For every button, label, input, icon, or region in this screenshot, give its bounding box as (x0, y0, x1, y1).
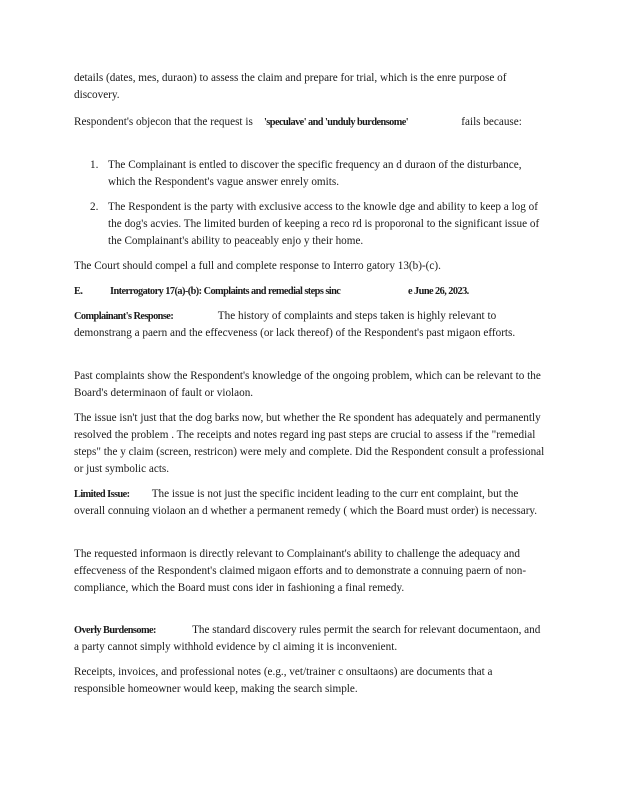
list-number: 1. (90, 159, 99, 171)
objection-quoted-terms: 'speculave' and 'unduly burdensome' (264, 117, 409, 128)
paragraph-past-complaints: Past complaints show the Respondent's knowledge of the ongoing problem, which can be relevant to the Board's determinaon of fault or violaon. (74, 370, 541, 399)
paragraph-limited-issue (74, 486, 546, 520)
response-text: The history of complaints and steps taken is highly relevant to demonstrang a paern and the effecveness (or lack thereof) of the Respondent's past migaon efforts. (74, 310, 516, 339)
paragraph-objection (74, 114, 546, 131)
burdensome-label: Overly Burdensome: (74, 625, 156, 636)
list-item: The Respondent is the party with exclusive access to the knowle dge and ability to keep a log of the dog's acvies. The limited burden of keeping a reco rd is proporonal to the significant issue of the Complainant's ability to peaceably enjo y their home. (108, 201, 540, 247)
paragraph-remedial-steps: The issue isn't just that the dog barks now, but whether the Re spondent has adequately and permanently resolved the problem . The receipts and notes regard ing past steps are crucial to assess if the "remedial steps" the y claim (screen, restricon) were mely and complete. Did the Respondent consult a professional or just symbolic acts. (74, 412, 545, 475)
section-heading (74, 283, 469, 300)
limited-issue-text: The issue is not just the specific incident leading to the curr ent complaint, but the overall connuing violaon an d whether a permanent remedy ( which the Board must order) is necessary. (74, 488, 538, 517)
section-date: e June 26, 2023. (408, 286, 469, 297)
section-title: Interrogatory 17(a)-(b): Complaints and remedial steps sinc (110, 286, 341, 297)
burdensome-text: The standard discovery rules permit the search for relevant documentaon, and a party cannot simply withhold evidence by cl aiming it is inconvenient. (74, 624, 541, 653)
paragraph-complainant-response (74, 308, 546, 342)
section-letter: E. (74, 286, 83, 297)
list-item: The Complainant is entled to discover the specific frequency an d duraon of the disturbance, which the Respondent's vague answer enrely omits. (108, 159, 522, 188)
paragraph-relevance: The requested informaon is directly relevant to Complainant's ability to challenge the adequacy and effecveness of the Respondent's claimed migaon efforts and to demonstrate a connuing paern of non-compliance, which the Board must cons ider in fashioning a final remedy. (74, 548, 527, 594)
paragraph-receipts: Receipts, invoices, and professional notes (e.g., vet/trainer c onsultaons) are documents that a responsible homeowner would keep, making the search simple. (74, 666, 493, 695)
response-label: Complainant's Response: (74, 311, 174, 322)
paragraph-discovery-purpose: details (dates, mes, duraon) to assess the claim and prepare for trial, which is the enre purpose of discovery. (74, 72, 507, 101)
list-number: 2. (90, 201, 99, 213)
objection-lead: Respondent's objecon that the request is (74, 116, 253, 128)
objection-tail: fails because: (461, 116, 522, 128)
paragraph-overly-burdensome (74, 622, 546, 656)
paragraph-compel: The Court should compel a full and complete response to Interro gatory 13(b)-(c). (74, 260, 441, 272)
limited-issue-label: Limited Issue: (74, 489, 130, 500)
